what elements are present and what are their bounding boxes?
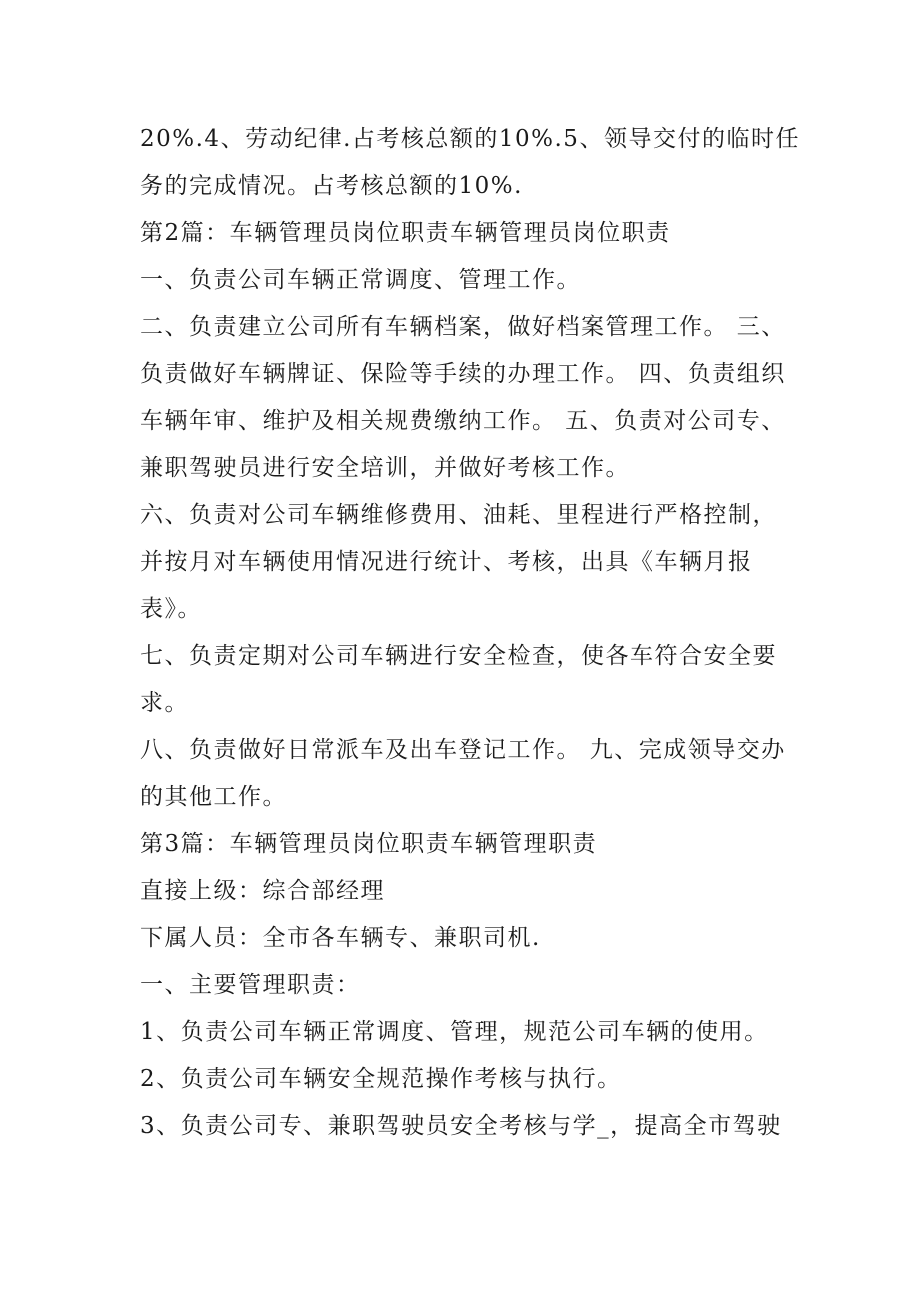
paragraph-1: 20%.4、劳动纪律.占考核总额的10%.5、领导交付的临时任务的完成情况。占考核总额的10%. xyxy=(140,126,800,199)
paragraph-4: 二、负责建立公司所有车辆档案，做好档案管理工作。 三、负责做好车辆牌证、保险等手续的办理工作。 四、负责组织车辆年审、维护及相关规费缴纳工作。 五、负责对公司专、兼职驾驶员进行安全培训，并做好考核工作。 xyxy=(140,314,786,481)
section-heading-3: 第3篇：车辆管理员岗位职责车辆管理职责 xyxy=(140,831,598,857)
duty-item-3: 3、负责公司专、兼职驾驶员安全考核与学_，提高全市驾驶 xyxy=(140,1113,782,1139)
document-body xyxy=(140,116,800,1150)
paragraph-6: 七、负责定期对公司车辆进行安全检查，使各车符合安全要求。 xyxy=(140,643,777,716)
paragraph-7: 八、负责做好日常派车及出车登记工作。 九、完成领导交办的其他工作。 xyxy=(140,737,786,810)
duty-item-1: 1、负责公司车辆正常调度、管理，规范公司车辆的使用。 xyxy=(140,1019,769,1045)
main-duties-heading: 一、主要管理职责： xyxy=(140,972,361,998)
paragraph-5: 六、负责对公司车辆维修费用、油耗、里程进行严格控制，并按月对车辆使用情况进行统计、考核，出具《车辆月报表》。 xyxy=(140,502,777,622)
direct-superior-line: 直接上级：综合部经理 xyxy=(140,878,385,904)
subordinates-line: 下属人员：全市各车辆专、兼职司机. xyxy=(140,925,541,951)
duty-item-2: 2、负责公司车辆安全规范操作考核与执行。 xyxy=(140,1066,622,1092)
paragraph-3: 一、负责公司车辆正常调度、管理工作。 xyxy=(140,267,581,293)
section-heading-2: 第2篇：车辆管理员岗位职责车辆管理员岗位职责 xyxy=(140,220,671,246)
